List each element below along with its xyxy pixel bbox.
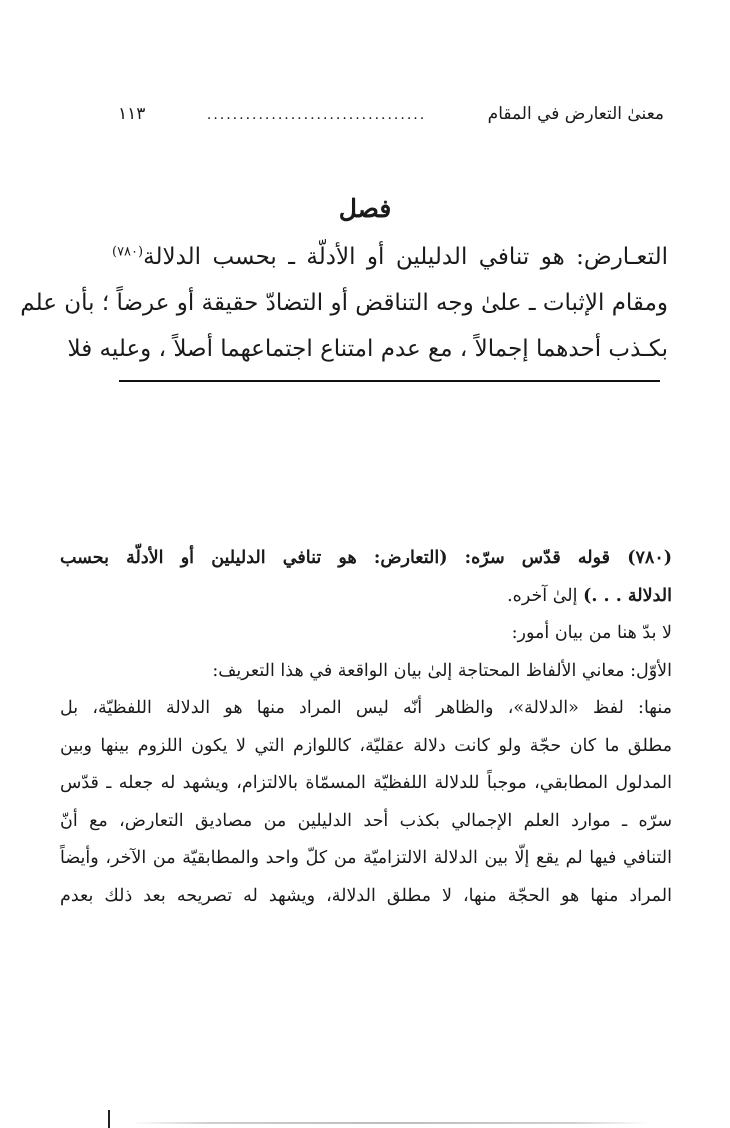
footnote xyxy=(60,540,672,915)
footnote-opening: (٧٨٠) قوله قدّس سرّه: (التعارض: هو تنافي الدليلين أو الأدلّة بحسب xyxy=(60,548,672,568)
scan-bottom-trace xyxy=(130,1122,650,1124)
footnote-separator-rule xyxy=(119,380,660,382)
footnote-first-point: الأوّل: معاني الألفاظ المحتاجة إلىٰ بيان الواقعة في هذا التعريف: xyxy=(212,660,672,681)
footnote-opening-cont-bold: الدلالة . . .) xyxy=(583,585,672,606)
main-text xyxy=(20,234,668,372)
footnote-opening-cont-text: إلىٰ آخره. xyxy=(507,585,584,606)
section-title: فصل xyxy=(338,194,392,223)
main-text-line-3: بكـذب أحدهما إجمالاً ، مع عدم امتناع اجتماعهما أصلاً ، وعليه فلا xyxy=(67,336,668,362)
running-head-title: معنىٰ التعارض في المقام xyxy=(487,104,664,124)
running-head-leader-dots: .................................. xyxy=(206,107,427,123)
main-text-line-1: التعـارض: هو تنافي الدليلين أو الأدلّة ـ بحسب الدلالة xyxy=(143,244,668,270)
running-head xyxy=(118,104,664,134)
footnote-opening-cont xyxy=(60,578,672,616)
footnote-line-4: سرّه ـ موارد العلم الإجمالي بكذب أحد الدليلين من مصاديق التعارض، مع أنّ xyxy=(60,810,672,831)
footnote-intro: لا بدّ هنا من بيان أمور: xyxy=(511,623,672,643)
main-text-line xyxy=(112,234,668,280)
scan-corner-mark xyxy=(108,1110,110,1128)
main-text-line-2: ومقام الإثبات ـ علىٰ وجه التناقض أو التضادّ حقيقة أو عرضاً ؛ بأن علم xyxy=(20,290,668,316)
footnote-line-2: مطلق ما كان حجّة ولو كانت دلالة عقليّة، كاللوازم التي لا يكون اللزوم بينها وبين xyxy=(60,735,672,756)
footnote-reference: (٧٨٠) xyxy=(112,244,144,260)
footnote-line-5: التنافي فيها لم يقع إلّا بين الدلالة الالتزاميّة من كلّ واحد والمطابقيّة من الآخر، وأيضاً xyxy=(60,848,672,868)
footnote-line-3: المدلول المطابقي، موجباً للدلالة اللفظيّة المسمّاة بالالتزام، ويشهد له جعله ـ قدّس xyxy=(60,773,672,793)
page-number: ١١٣ xyxy=(118,104,146,124)
footnote-line-1: منها: لفظ «الدلالة»، والظاهر أنّه ليس المراد منها هو الدلالة اللفظيّة، بل xyxy=(60,698,672,718)
footnote-line-6: المراد منها هو الحجّة منها، لا مطلق الدلالة، ويشهد له تصريحه بعد ذلك بعدم xyxy=(60,885,672,906)
